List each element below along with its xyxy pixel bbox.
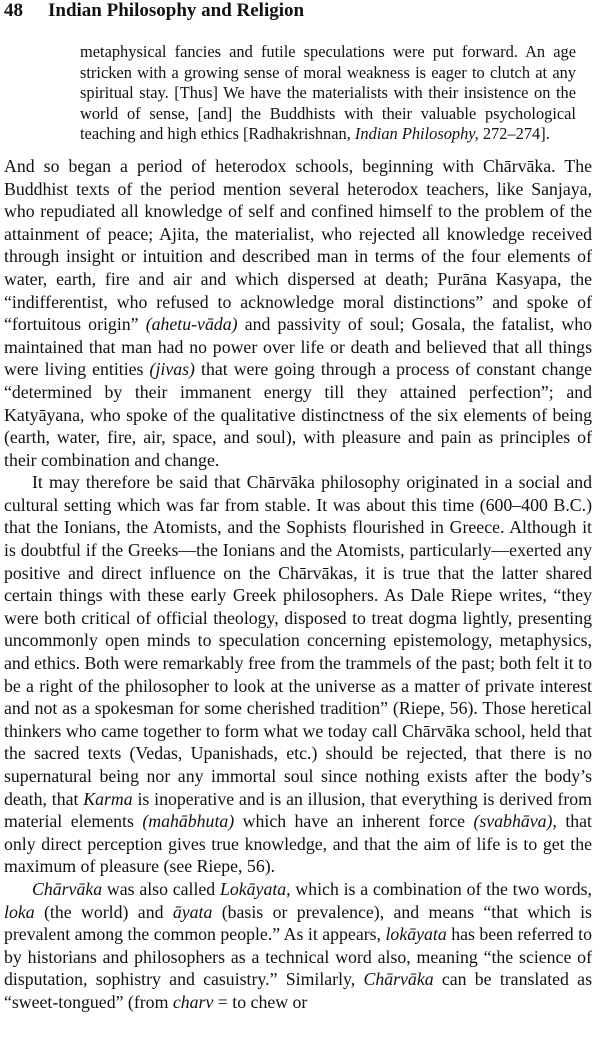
p3-text-d: which is a combination of the two words, (290, 878, 592, 899)
quote-paragraph (80, 42, 576, 145)
body-text (4, 155, 592, 1014)
p3-term-lokayata-2: lokāyata (385, 924, 447, 945)
p1-text-a: And so began a period of heterodox schools, beginning with Chārvāka. The Buddhist texts of the period mention several heterodox teachers, like Sanjaya, who repudiated all knowledge of self and confined himself to the problem of the attainment of peace; Ajita, the materialist, who rejected all knowledge received through insight or intuition and described man in terms of the four elements of water, earth, fire and air and which dispersed at death; Purāna Kasyapa, the “indifferentist, who refused to acknowledge moral distinctions” and spoke of “fortuitous origin” (4, 155, 592, 335)
p1-term-jivas: (jivas) (149, 359, 195, 380)
paragraph-2 (4, 471, 592, 878)
p3-text-j: has been referred to by historians and philosophers as a technical word also, meaning “the science of disputation, sophistry and casuistry.” Similarly, (4, 924, 592, 990)
p1-term-ahetu-vada: (ahetu-vāda) (145, 314, 238, 335)
p2-term-mahabhuta: (mahābhuta) (142, 811, 235, 832)
p2-text-g: that only direct perception gives true knowledge, and that the aim of life is to get the maximum of pleasure (see Riepe, 56). (4, 811, 592, 877)
paragraph-3 (4, 878, 592, 1014)
p3-text-f: (the world) and (34, 901, 173, 922)
page-number: 48 (4, 0, 23, 21)
quote-text: metaphysical fancies and futile speculations were put forward. An age stricken with a growing sense of moral weakness is eager to clutch at any spiritual stay. [Thus] We have the materialists with their insistence on the world of sense, [and] the Buddhists with their valuable psychological teaching and high ethics [Radhakrishnan, (80, 42, 576, 144)
p3-term-charv: charv (172, 991, 214, 1012)
p3-term-lokayata: Lokāyata, (219, 878, 291, 899)
p2-text-a: It may therefore be said that Chārvāka philosophy originated in a social and cultural setting which was far from stable. It was about this time (600–400 B.C.) that the Ionians, the Atomists, and the Sophists flourished in Greece. Although it is doubtful if the Greeks—the Ionians and the Atomists, particularly—exerted any positive and direct influence on the Chārvākas, it is true that the latter shared certain things with these early Greek philosophers. As Dale Riepe writes, “they were both critical of official theology, disposed to treat dogma lightly, presenting uncommonly open minds to speculation concerning epistemology, metaphysics, and ethics. Both were remarkably free from the trammels of the past; both felt it to be a right of the philosopher to look at the universe as a matter of private interest and not as a spokesman for some cherished tradition” (Riepe, 56). Those heretical thinkers who came together to form what we today call Chārvāka school, held that the sacred texts (Vedas, Upanishads, etc.) should be rejected, that there is no supernatural being nor any immortal soul since nothing exists after the body’s death, that (4, 472, 592, 809)
p3-term-ayata: āyata (172, 901, 213, 922)
running-title: Indian Philosophy and Religion (48, 0, 305, 21)
block-quote (80, 42, 576, 145)
p2-text-c: is inoperative and is an illusion, that everything is derived from material elements (4, 788, 592, 832)
p2-term-svabhava: (svabhāva), (473, 811, 557, 832)
p3-text-h: (basis or prevalence), and means “that which is prevalent among the common people.” As it appears, (4, 901, 592, 945)
page-header (4, 0, 592, 30)
quote-citation-pages: 272–274]. (478, 124, 550, 144)
p3-term-charvaka-2: Chārvāka (363, 969, 434, 990)
p3-term-loka: loka (4, 901, 35, 922)
p2-text-e: which have an inherent force (234, 811, 474, 832)
quote-citation-title: Indian Philosophy, (354, 124, 479, 144)
p3-text-n: = to chew or (213, 991, 308, 1012)
paragraph-1 (4, 155, 592, 471)
p1-text-e: that were going through a process of constant change “determined by their immanent energy till they attained perfection”; and Katyāyana, who spoke of the qualitative distinctness of the six elements of being (earth, water, fire, air, space, and soul), with pleasure and pain as principles of their combination and change. (4, 359, 593, 470)
p3-term-charvaka: Chārvāka (32, 878, 103, 899)
p3-text-l: can be translated as “sweet-tongued” (from (4, 969, 592, 1012)
p3-text-b: was also called (102, 878, 220, 899)
p1-text-c: and passivity of soul; Gosala, the fatalist, who maintained that man had no power over life or death and believed that all things were living entities (4, 314, 592, 380)
p2-term-karma: Karma (83, 788, 133, 809)
